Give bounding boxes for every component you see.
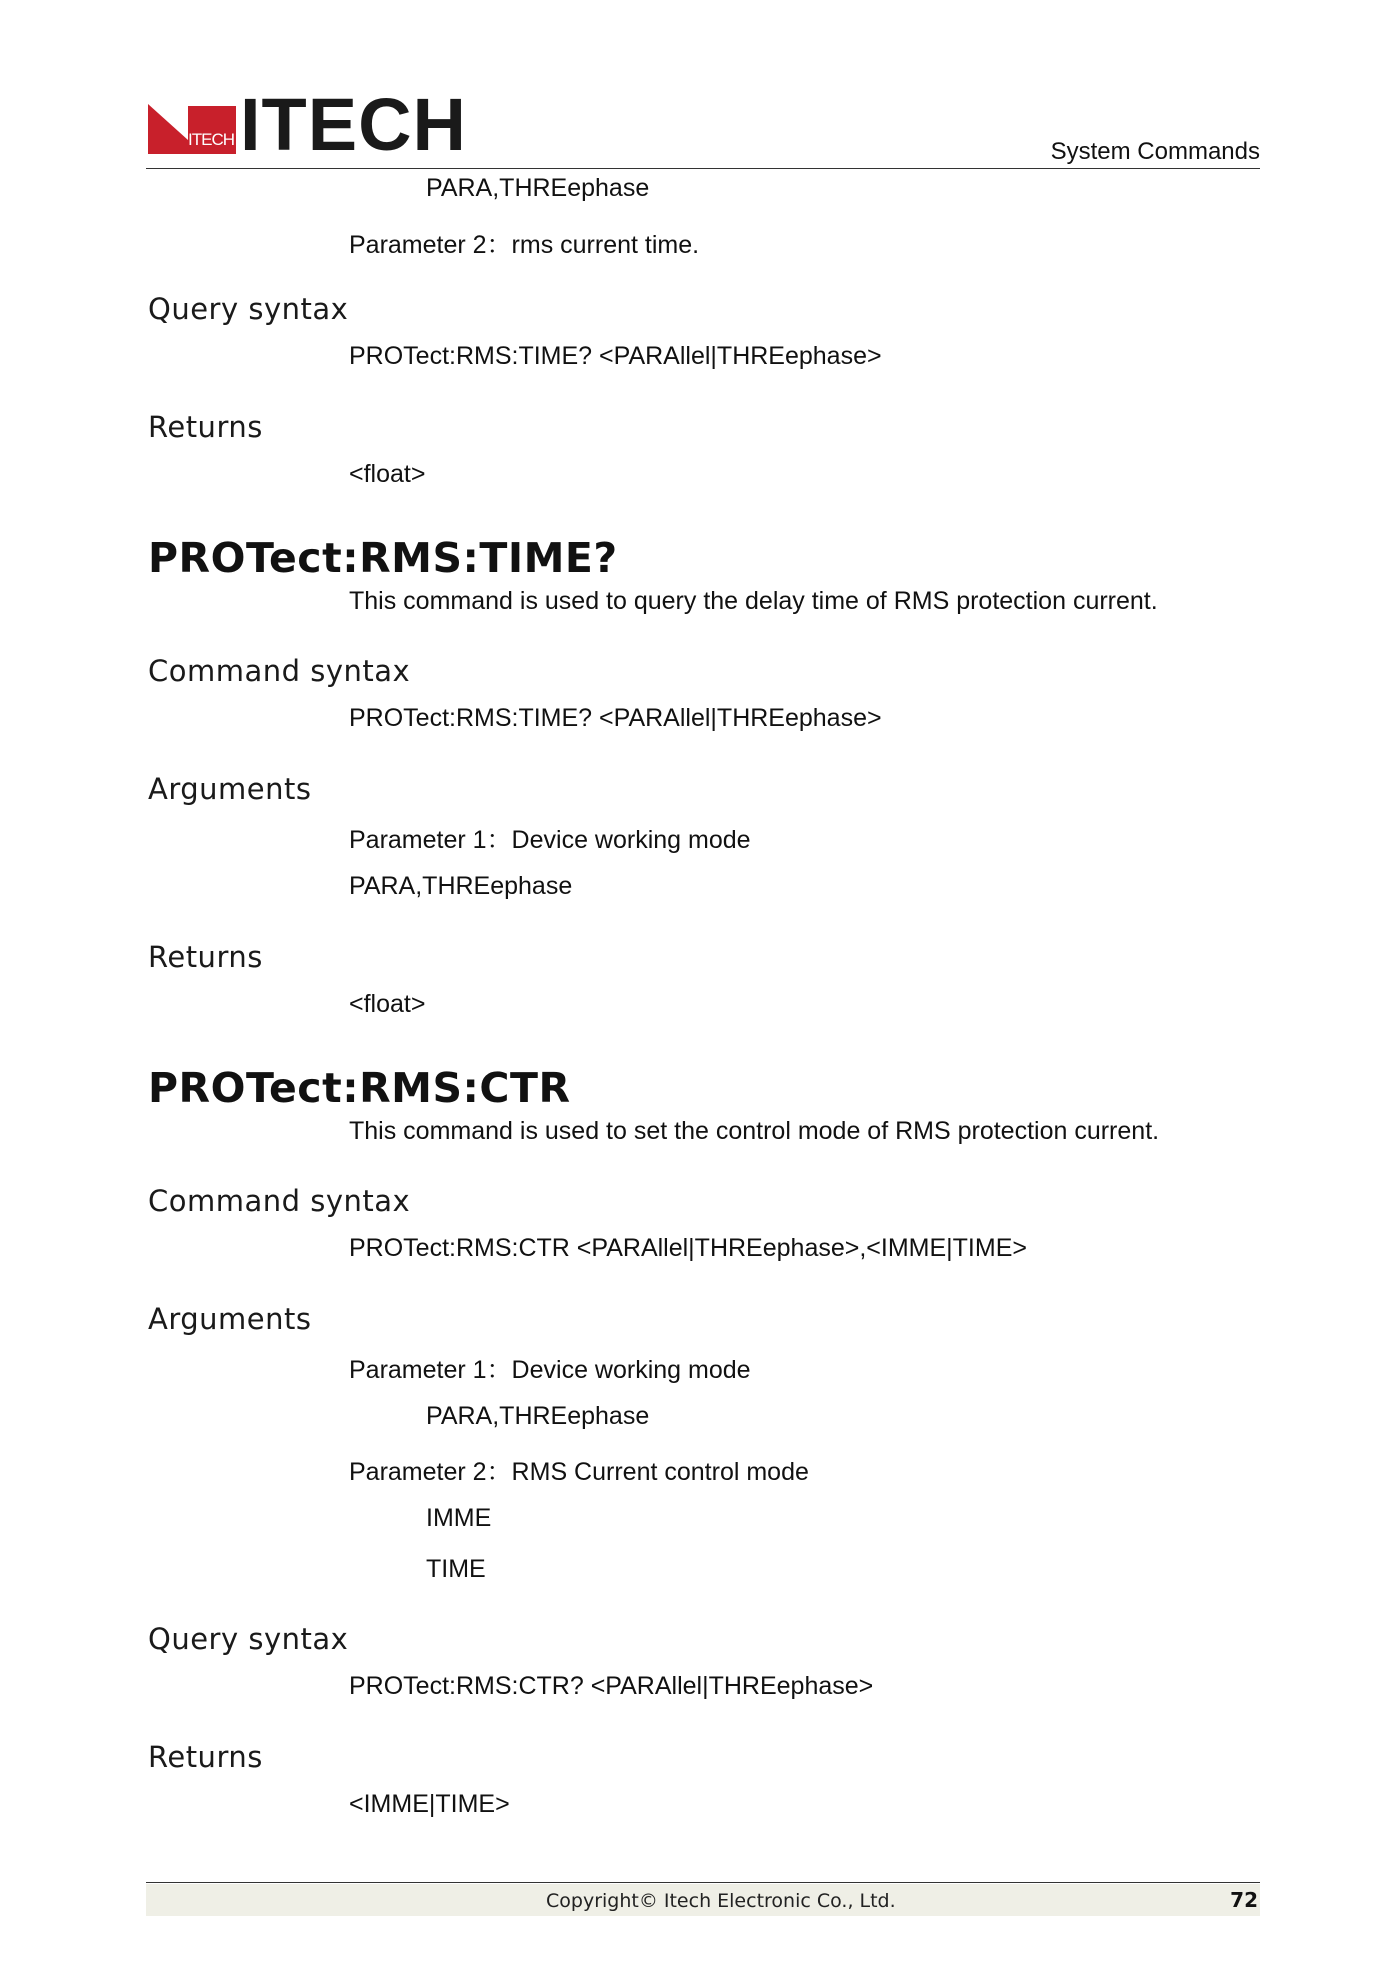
argument-param2: Parameter 2：RMS Current control mode [349,1458,809,1486]
logo-wordmark: ITECH [240,83,467,166]
argument-param1: Parameter 1：Device working mode [349,826,751,854]
section-title-rms-time-query: PROTect:RMS:TIME? [148,534,618,582]
command-syntax-value: PROTect:RMS:CTR <PARAllel|THREephase>,<IMME|TIME> [349,1234,1027,1262]
argument-param1: Parameter 1：Device working mode [349,1356,751,1384]
returns-label: Returns [148,410,263,444]
footer-divider [146,1882,1260,1883]
returns-label: Returns [148,940,263,974]
command-syntax-label: Command syntax [148,1184,411,1218]
continued-param2: Parameter 2：rms current time. [349,231,700,259]
continued-param-values: PARA,THREephase [426,174,650,202]
argument-param1-values: PARA,THREephase [426,1402,650,1430]
query-syntax-label: Query syntax [148,1622,349,1656]
command-syntax-label: Command syntax [148,654,411,688]
header-section-title: System Commands [1050,138,1260,165]
page-number: 72 [1230,1888,1258,1912]
arguments-label: Arguments [148,772,312,806]
argument-param2-value-time: TIME [426,1555,486,1583]
section-description: This command is used to query the delay time of RMS protection current. [349,587,1158,615]
query-syntax-label: Query syntax [148,292,349,326]
section-description: This command is used to set the control mode of RMS protection current. [349,1117,1160,1145]
returns-value: <float> [349,460,426,488]
header-divider [146,168,1260,169]
command-syntax-value: PROTect:RMS:TIME? <PARAllel|THREephase> [349,704,882,732]
query-syntax-value: PROTect:RMS:CTR? <PARAllel|THREephase> [349,1672,874,1700]
logo-flag-text: ITECH [188,130,234,149]
returns-value: <float> [349,990,426,1018]
argument-param1-values: PARA,THREephase [349,872,573,900]
returns-label: Returns [148,1740,263,1774]
footer-copyright: Copyright© Itech Electronic Co., Ltd. [546,1890,896,1912]
argument-param2-value-imme: IMME [426,1504,492,1532]
arguments-label: Arguments [148,1302,312,1336]
itech-logo [148,83,467,166]
section-title-rms-ctr: PROTect:RMS:CTR [148,1064,571,1112]
returns-value: <IMME|TIME> [349,1790,510,1818]
query-syntax-value: PROTect:RMS:TIME? <PARAllel|THREephase> [349,342,882,370]
